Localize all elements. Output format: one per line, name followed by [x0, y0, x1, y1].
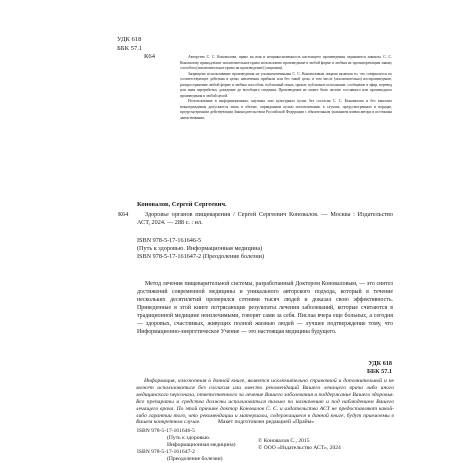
disclaimer-text: Информация, изложенная в данной книге, является исключительно справочной и дополнительной и не может использоваться без согласия или вместо рекомендаций Вашего лечащего врача либо иного медицинского персонала, ответственного за лечение Вашего заболевания и поддержание Вашего здоровья. Все препараты и средства должны использоваться только по назначению и под наблюдением Вашего лечащего врача. По этой причине доктор Коновалов С. С. и издательство АСТ не предоставляют какой-либо гарантии того, что рекомендации и материалы, содержащиеся в данной книге, будут приемлемы в Вашем конкретном случае. — [136, 378, 394, 426]
copyright-publisher: © ООО «Издательство АСТ», 2024 — [258, 444, 341, 451]
catalog-description — [137, 211, 393, 227]
classification-codes-bottom — [300, 360, 392, 376]
isbn-bottom-1: ISBN 978-5-17-161646-5 — [137, 428, 195, 434]
author-mark: К64 — [144, 53, 155, 61]
isbn-block-bottom — [137, 428, 247, 463]
isbn-bottom-series-2: Информационная медицина) — [167, 441, 236, 448]
isbn-bottom-2: ISBN 978-5-17-161647-2 — [137, 448, 195, 455]
isbn-2: ISBN 978-5-17-161647-2 (Преодоление болезни) — [137, 253, 265, 261]
udc-code: УДК 618 — [117, 36, 142, 43]
catalog-author: Коновалов, Сергей Сергеевич. — [137, 201, 227, 208]
bbk-code-bottom: ББК 57.1 — [366, 367, 392, 375]
book-abstract — [137, 280, 393, 336]
classification-codes — [117, 36, 177, 62]
rights-paragraph: Использование в информационных, научных или культурных целях без согласия С. С. Коновалова и без выплаты вознаграждения допускается лишь в объеме, оправданном целью использования, в случаях, предусмотренных в порядке, предусмотренном действующим Законодательством Российской Федерации с обязательным указанием имени автора и источника заимствования. — [180, 99, 392, 121]
abstract-text: Метод лечения пищеварительной системы, разработанный Доктором Коноваловым, — это синтез достижений современной медицины и уникального авторского подхода, который в течение нескольких десятилетий проверялся сотнями тысяч людей и доказал свою эффективность. Приведенные в этой книге потрясающие результаты лечения заболеваний, которые считаются в традиционной медицине неизлечимыми, говорят сами за себя. Пислаа вчера еще больных, а сегодня — здоровых, счастливых, живущих полной жизнью людей — лучшее подтверждение тому, что Информационно-энергетическое Учение — это настоящая медицина будущего. — [137, 281, 393, 335]
isbn-bottom-series: (Путь к здоровью. — [167, 434, 211, 441]
rights-notice — [180, 55, 392, 122]
layout-credit: Макет подготовлен редакцией «Прайм» — [217, 419, 315, 425]
isbn-1-series: (Путь к здоровью. Информационная медицина) — [137, 245, 263, 253]
copyright-author: © Коновалов С., 2015 — [258, 438, 310, 444]
rights-paragraph: Запрещено использование произведения не уполномоченными С. С. Коноваловым лицами включая то, что совершается по соответствующее действия в целях извлечения прибыли или без такой цели, в том числе (исключительно) воспроизведение, распространение любой форме и любым способом, публичный показ, прокат, публичное исполнение, сообщение в эфир, перевод или иная переработка, доведение до всеобщего сведения. Произведение не может быть частью составного или производного произведения в любой целой. — [180, 71, 392, 98]
bbk-code: ББК 57.1 — [117, 44, 143, 52]
isbn-1: ISBN 978-5-17-161646-5 — [137, 237, 202, 244]
catalog-isbn — [137, 237, 264, 261]
udc-code-bottom: УДК 618 — [368, 360, 392, 367]
catalog-description-text: Здоровье органов пищеварения / Сергей Сергеевич Коновалов. — Москва : Издательство АСТ, 2024. — 288 с. : ил. — [137, 211, 393, 227]
rights-paragraph: Авторство С. С. Коновалова, право на имя и неприкосновенность настоящего произведения охраняются законом. С. С. Коновалову принадлежит исключительное право использовать произведение в любой форме и любым не противоречащим закону способом (исключительное право на произведение) (лицензия). — [180, 55, 392, 71]
catalog-author-mark: К64 — [118, 211, 129, 218]
isbn-bottom-series-3: (Преодоление болезни) — [167, 455, 223, 462]
